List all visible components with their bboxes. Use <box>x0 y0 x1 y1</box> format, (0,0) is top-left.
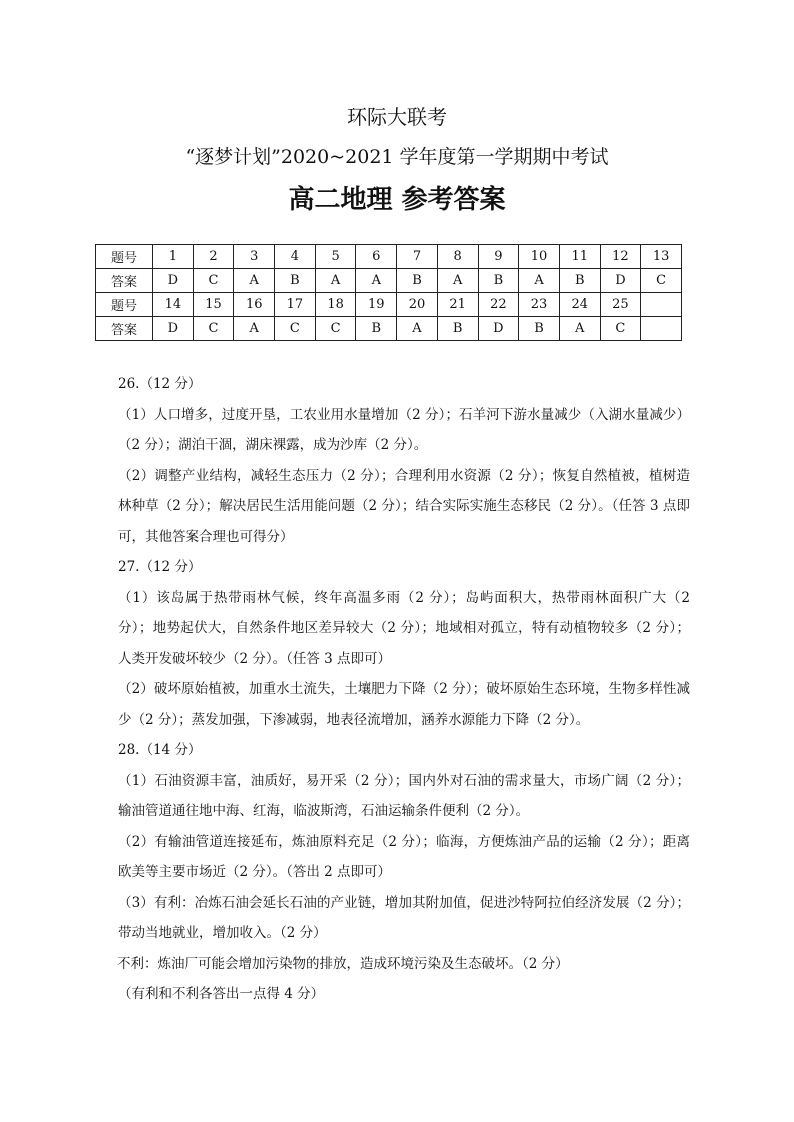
answer-key-table <box>95 244 682 341</box>
answer-table-cell: A <box>519 269 560 293</box>
answer-table-row-label: 答案 <box>96 269 153 293</box>
answer-table-cell: 13 <box>641 245 682 269</box>
answer-table-cell: 18 <box>315 293 356 317</box>
exam-name-title: “逐梦计划”2020~2021 学年度第一学期期中考试 <box>185 146 609 168</box>
answer-table-cell: 5 <box>315 245 356 269</box>
answer-table-cell: C <box>600 317 641 341</box>
answer-table-cell: C <box>193 317 234 341</box>
question-26-part-1: （1）人口增多，过度开垦，工农业用水量增加（2 分）；石羊河下游水量减少（入湖水量减少）（2 分）；湖泊干涸，湖床裸露，成为沙库（2 分）。 <box>118 406 690 453</box>
answer-table-cell: 25 <box>600 293 641 317</box>
answer-table-cell: C <box>641 269 682 293</box>
answer-table-cell: 23 <box>519 293 560 317</box>
answer-table-cell: A <box>315 269 356 293</box>
answer-table-cell: C <box>193 269 234 293</box>
answer-table-row <box>96 245 682 269</box>
answer-table-cell: D <box>600 269 641 293</box>
answer-table-cell: B <box>519 317 560 341</box>
answer-table-cell: D <box>153 269 194 293</box>
answer-table-cell: B <box>478 269 519 293</box>
answer-table-cell: 16 <box>234 293 275 317</box>
answer-table-cell: 8 <box>437 245 478 269</box>
answer-table-row <box>96 293 682 317</box>
answer-table-cell: D <box>478 317 519 341</box>
question-28-part-3: （3）有利：冶炼石油会延长石油的产业链，增加其附加值，促进沙特阿拉伯经济发展（2 分）；带动当地就业，增加收入。（2 分） <box>118 894 690 941</box>
question-27-heading: 27.（12 分） <box>118 559 202 575</box>
answer-table-row <box>96 317 682 341</box>
question-28-part-1: （1）石油资源丰富，油质好，易开采（2 分）；国内外对石油的需求量大，市场广阔（2 分）；输油管道通往地中海、红海，临波斯湾，石油运输条件便利（2 分）。 <box>118 772 690 819</box>
answer-table-cell: 9 <box>478 245 519 269</box>
answer-explanations <box>118 369 690 1010</box>
answer-table-cell <box>641 293 682 317</box>
answer-table-cell: B <box>397 269 438 293</box>
question-27-part-1: （1）该岛属于热带雨林气候，终年高温多雨（2 分）；岛屿面积大，热带雨林面积广大（2 分）；地势起伏大，自然条件地区差异较大（2 分）；地域相对孤立，特有动植物较多（2 分）；人类开发破坏较少（2 分）。（任答 3 点即可） <box>118 589 690 667</box>
answer-table-cell: 11 <box>559 245 600 269</box>
question-26-part-2: （2）调整产业结构，减轻生态压力（2 分）；合理利用水资源（2 分）；恢复自然植被，植树造林种草（2 分）；解决居民生活用能问题（2 分）；结合实际实施生态移民（2 分）。（任答 3 点即可，其他答案合理也可得分） <box>118 467 690 545</box>
answer-table-cell: 21 <box>437 293 478 317</box>
exam-organizer-title: 环际大联考 <box>347 105 447 129</box>
answer-table-row-label: 题号 <box>96 293 153 317</box>
answer-table-cell: B <box>275 269 316 293</box>
answer-table-cell: A <box>437 269 478 293</box>
answer-table-cell: 2 <box>193 245 234 269</box>
answer-table-row-label: 答案 <box>96 317 153 341</box>
answer-table-cell: A <box>234 317 275 341</box>
answer-table-cell: 14 <box>153 293 194 317</box>
answer-table-cell: B <box>437 317 478 341</box>
answer-table-cell: 19 <box>356 293 397 317</box>
question-28-disadvantage: 不利：炼油厂可能会增加污染物的排放，造成环境污染及生态破坏。（2 分） <box>117 955 569 972</box>
answer-table-cell: A <box>559 317 600 341</box>
question-28-scoring-note: （有利和不利各答出一点得 4 分） <box>118 986 325 1002</box>
answer-table-cell: B <box>356 317 397 341</box>
answer-table-cell: 3 <box>234 245 275 269</box>
answer-table-row <box>96 269 682 293</box>
answer-table-cell: C <box>275 317 316 341</box>
answer-table-cell: A <box>356 269 397 293</box>
answer-table-cell: 20 <box>397 293 438 317</box>
answer-table-cell: 24 <box>559 293 600 317</box>
answer-table-cell: D <box>153 317 194 341</box>
answer-table-cell: 10 <box>519 245 560 269</box>
question-28-part-2: （2）有输油管道连接延布，炼油原料充足（2 分）；临海，方便炼油产品的运输（2 分）；距离欧美等主要市场近（2 分）。（答出 2 点即可） <box>118 833 690 880</box>
answer-table-row-label: 题号 <box>96 245 153 269</box>
answer-table-cell: 4 <box>275 245 316 269</box>
answer-table-cell: 22 <box>478 293 519 317</box>
answer-table-cell: 1 <box>153 245 194 269</box>
answer-table-cell: 12 <box>600 245 641 269</box>
answer-table-cell: B <box>559 269 600 293</box>
answer-table-cell <box>641 317 682 341</box>
answer-table-cell: 15 <box>193 293 234 317</box>
answer-table-cell: 7 <box>397 245 438 269</box>
answer-table-cell: 17 <box>275 293 316 317</box>
question-27-part-2: （2）破坏原始植被，加重水土流失，土壤肥力下降（2 分）；破坏原始生态环境，生物多样性减少（2 分）；蒸发加强，下渗减弱，地表径流增加，涵养水源能力下降（2 分）。 <box>118 681 690 728</box>
question-26-heading: 26.（12 分） <box>118 376 202 392</box>
answer-table-cell: A <box>234 269 275 293</box>
subject-answer-title: 高二地理 参考答案 <box>288 185 506 215</box>
answer-table-cell: A <box>397 317 438 341</box>
answer-table-cell: C <box>315 317 356 341</box>
answer-table-cell: 6 <box>356 245 397 269</box>
question-28-heading: 28.（14 分） <box>118 742 202 758</box>
